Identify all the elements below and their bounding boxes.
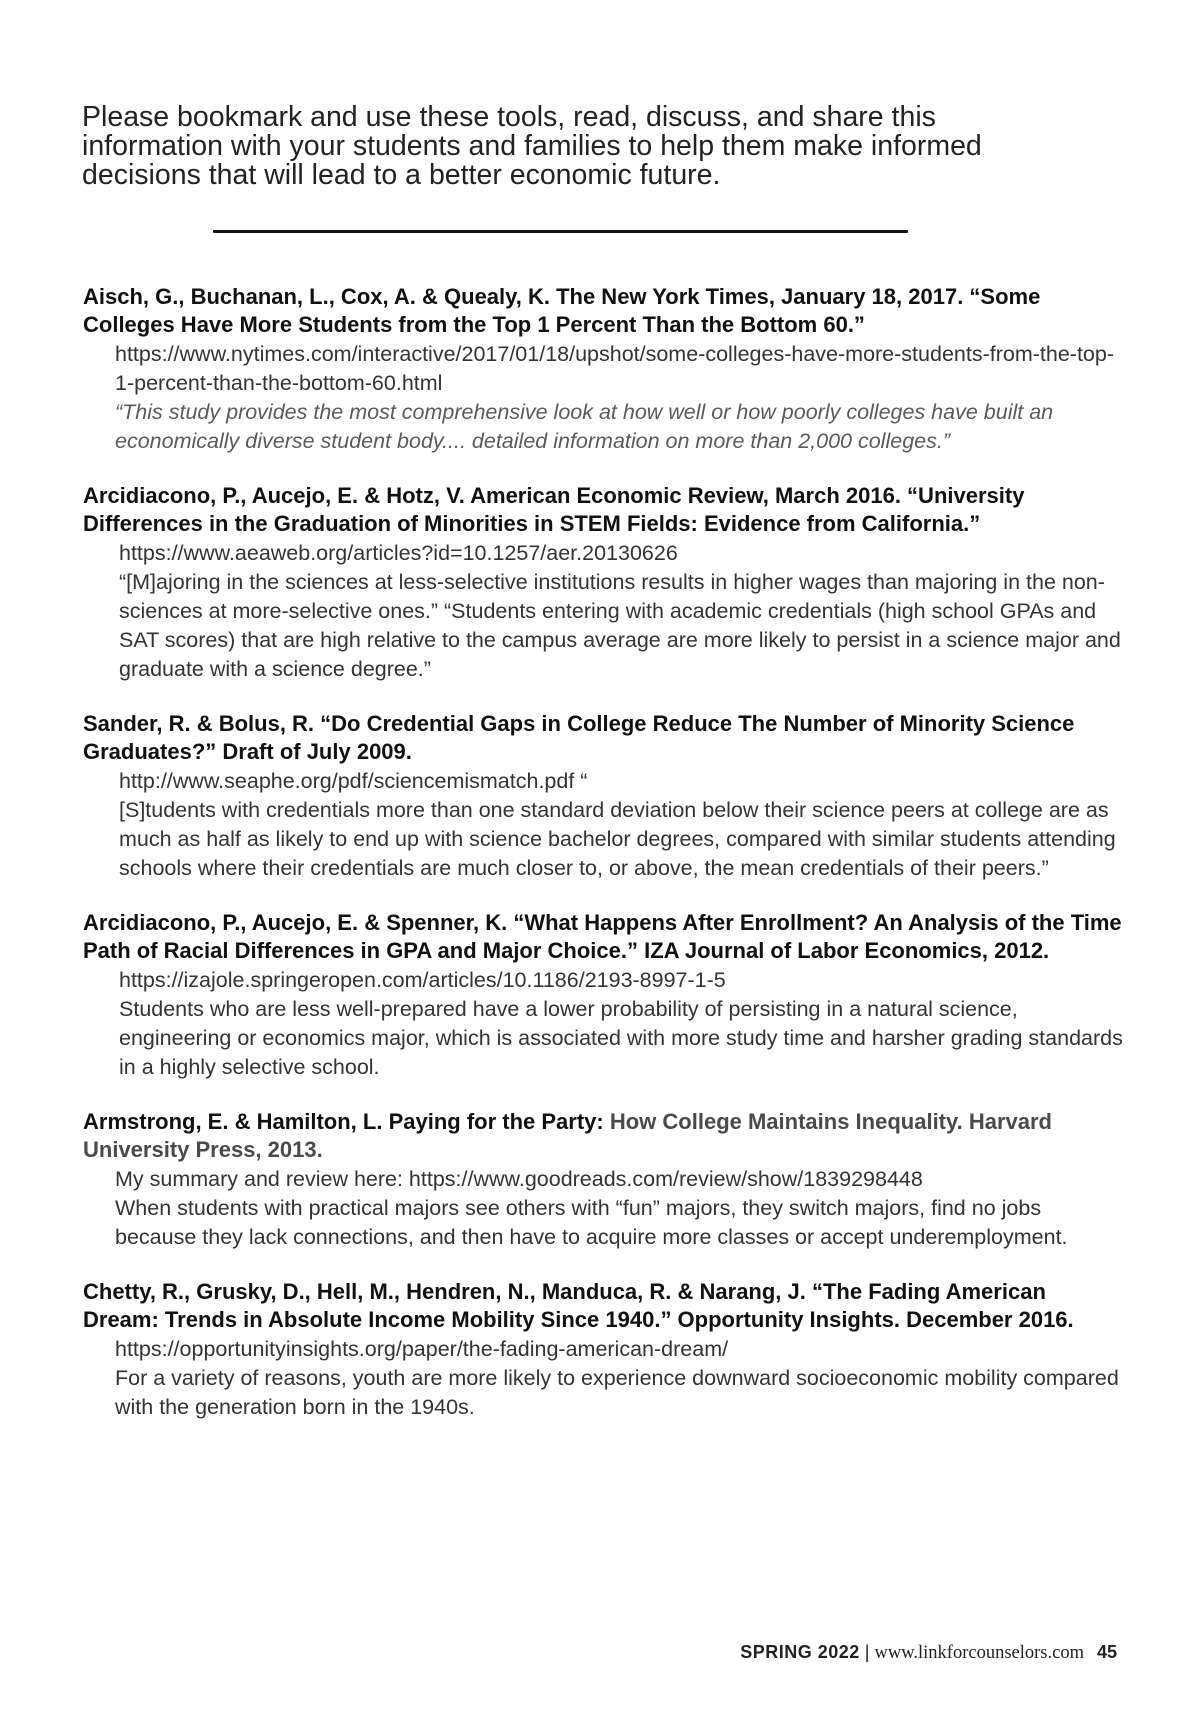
reference-note: “[M]ajoring in the sciences at less-selective institutions results in higher wages than majoring in the non-sciences at more-selective ones.” “Students entering with academic credentials (high school GPAs and SAT scores) that are high relative to the campus average are more likely to persist in a science major and graduate with a science degree.” [119, 570, 1121, 681]
reference-item [83, 1108, 1123, 1252]
reference-title-authors: Armstrong, E. & Hamilton, L. Paying for the Party: [83, 1109, 604, 1134]
issue-season: SPRING 2022 [740, 1642, 860, 1662]
page-footer [740, 1642, 1117, 1664]
reference-body [83, 1335, 1123, 1422]
reference-note: For a variety of reasons, youth are more likely to experience downward socioeconomic mobility compared with the generation born in the 1940s. [115, 1366, 1119, 1419]
reference-item [83, 283, 1123, 456]
reference-note: “This study provides the most comprehensive look at how well or how poorly colleges have built an economically diverse student body.... detailed information on more than 2,000 colleges.” [115, 400, 1054, 453]
reference-url[interactable]: My summary and review here: https://www.goodreads.com/review/show/1839298448 [115, 1167, 923, 1191]
references-list [83, 283, 1123, 1448]
reference-item [83, 909, 1123, 1082]
reference-note: When students with practical majors see others with “fun” majors, they switch majors, find no jobs because they lack connections, and then have to acquire more classes or accept underemployment. [115, 1196, 1068, 1249]
reference-title: Aisch, G., Buchanan, L., Cox, A. & Quealy, K. The New York Times, January 18, 2017. “Some Colleges Have More Students from the Top 1 Percent Than the Bottom 60.” [83, 284, 1041, 337]
reference-note: Students who are less well-prepared have a lower probability of persisting in a natural science, engineering or economics major, which is associated with more study time and harsher grading standards in a highly selective school. [119, 997, 1123, 1079]
reference-item [83, 482, 1123, 684]
reference-body [83, 340, 1123, 456]
section-divider [213, 230, 908, 233]
reference-title: Arcidiacono, P., Aucejo, E. & Hotz, V. American Economic Review, March 2016. “University Differences in the Graduation of Minorities in STEM Fields: Evidence from California.” [83, 483, 1025, 536]
reference-title [83, 1108, 1123, 1163]
reference-url[interactable]: http://www.seaphe.org/pdf/sciencemismatch.pdf “ [119, 769, 588, 793]
reference-item [83, 710, 1123, 883]
reference-url[interactable]: https://opportunityinsights.org/paper/the-fading-american-dream/ [115, 1337, 729, 1361]
footer-separator: | [864, 1642, 870, 1662]
reference-url[interactable]: https://www.nytimes.com/interactive/2017/01/18/upshot/some-colleges-have-more-students-from-the-top-1-percent-than-the-bottom-60.html [115, 342, 1114, 395]
reference-body [83, 1165, 1123, 1252]
reference-body [83, 539, 1123, 684]
reference-title: Sander, R. & Bolus, R. “Do Credential Gaps in College Reduce The Number of Minority Science Graduates?” Draft of July 2009. [83, 711, 1075, 764]
reference-title: Chetty, R., Grusky, D., Hell, M., Hendren, N., Manduca, R. & Narang, J. “The Fading American Dream: Trends in Absolute Income Mobility Since 1940.” Opportunity Insights. December 2016. [83, 1279, 1074, 1332]
footer-website[interactable]: www.linkforcounselors.com [874, 1643, 1084, 1663]
reference-url[interactable]: https://www.aeaweb.org/articles?id=10.1257/aer.20130626 [119, 541, 678, 565]
reference-body [83, 767, 1123, 883]
reference-url[interactable]: https://izajole.springeropen.com/articles/10.1186/2193-8997-1-5 [119, 968, 726, 992]
intro-paragraph: Please bookmark and use these tools, read, discuss, and share this information with your students and families to help them make informed decisions that will lead to a better economic future. [82, 101, 982, 191]
page-number: 45 [1096, 1642, 1117, 1662]
reference-item [83, 1278, 1123, 1422]
reference-title: Arcidiacono, P., Aucejo, E. & Spenner, K. “What Happens After Enrollment? An Analysis of the Time Path of Racial Differences in GPA and Major Choice.” IZA Journal of Labor Economics, 2012. [83, 910, 1122, 963]
reference-body [83, 966, 1123, 1082]
reference-note: [S]tudents with credentials more than one standard deviation below their science peers at college are as much as half as likely to end up with science bachelor degrees, compared with similar students attending schools where their credentials are much closer to, or above, the mean credentials of their peers.” [119, 798, 1116, 880]
reference-title-publisher: How College Maintains Inequality. Harvard University Press, 2013. [83, 1109, 1052, 1162]
